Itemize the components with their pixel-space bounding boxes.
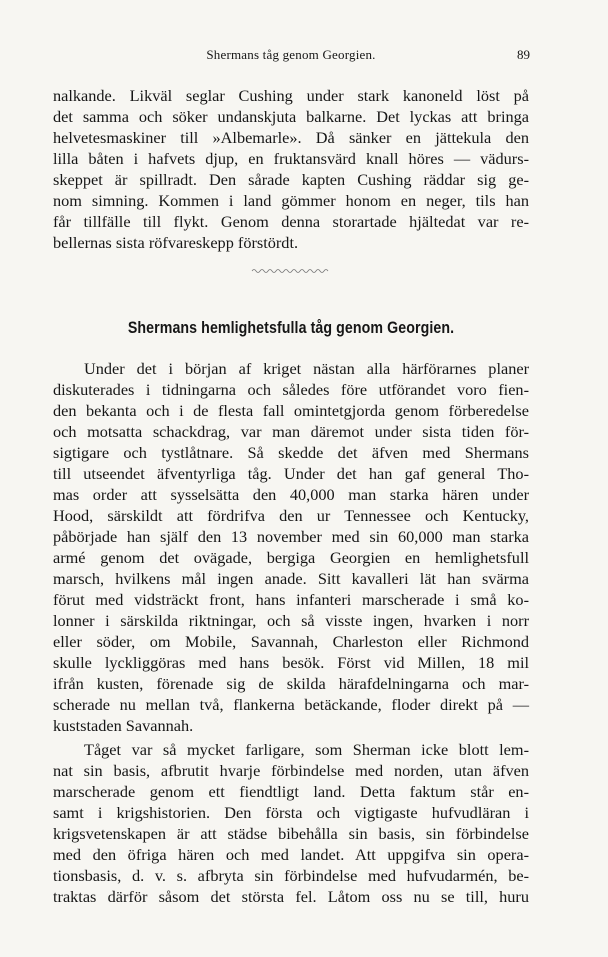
text-line: tionsbasis, d. v. s. afbryta sin förbindelse med hufvudarmén, be- <box>53 866 529 885</box>
text-line: och motsatta schackdrag, var man däremot under sista tiden för- <box>53 422 529 441</box>
text-line: lonner i särskilda riktningar, och så visste ingen, hvarken i norr <box>53 611 529 630</box>
text-line: Tåget var så mycket farligare, som Sherman icke blott lem- <box>84 740 529 759</box>
page-number: 89 <box>517 47 530 62</box>
text-line: eller söder, om Mobile, Savannah, Charleston eller Richmond <box>53 632 529 651</box>
text-line: traktas därför såsom det största fel. Låtom oss nu se till, huru <box>53 887 529 906</box>
running-head <box>52 47 530 67</box>
text-line: lilla båten i hafvets djup, en fruktansvärd knall höres — vädurs- <box>53 149 529 168</box>
text-line: det samma och söker undanskjuta balkarne. Det lyckas att bringa <box>53 107 529 126</box>
text-line: nom simning. Kommen i land gömmer honom en neger, tils han <box>53 191 529 210</box>
text-line: till utseendet äfventyrliga tåg. Under det han gaf general Tho- <box>53 464 529 483</box>
text-line: nat sin basis, afbrutit hvarje förbindelse med norden, utan äfven <box>53 761 529 780</box>
text-line: kuststaden Savannah. <box>53 716 194 735</box>
text-line: ifrån kusten, förenade sig de skilda härafdelningarna och mar- <box>53 674 529 693</box>
text-line: den bekanta och i de flesta fall omintetgjorda genom förberedelse <box>53 401 529 420</box>
text-line: armé genom det ovägade, bergiga Georgien en hemlighetsfull <box>53 548 529 567</box>
text-line: mas order att sysselsätta den 40,000 man starka hären under <box>53 485 529 504</box>
text-line: marscherade genom ett fiendtligt land. Detta faktum står en- <box>53 782 529 801</box>
text-line: påbörjade han själf den 13 november med sin 60,000 man starka <box>53 527 529 546</box>
text-line: scherade nu mellan två, flankerna betäckande, floder direkt på — <box>53 695 529 714</box>
wavy-divider-ornament <box>250 266 330 276</box>
text-line: skeppet är spillradt. Den sårade kapten Cushing räddar sig ge- <box>53 170 529 189</box>
text-line: marsch, hvilkens mål ingen anade. Sitt kavalleri lät han svärma <box>53 569 529 588</box>
text-line: förut med vidsträckt front, hans infanteri marscherade i små ko- <box>53 590 529 609</box>
text-line: diskuterades i tidningarna och således före utförandet voro fien- <box>53 380 529 399</box>
text-line: helvetesmaskiner till »Albemarle». Då sänker en jättekula den <box>53 128 529 147</box>
section-heading: Shermans hemlighetsfulla tåg genom Georgien. <box>127 319 455 337</box>
text-line: med den öfriga hären och med landet. Att uppgifva sin opera- <box>53 845 529 864</box>
text-line: får tillfälle till flykt. Genom denna storartade hjältedat var re- <box>53 212 529 231</box>
text-line: bellernas sista röfvareskepp förstördt. <box>53 233 299 252</box>
text-line: krigsvetenskapen är att städse bibehålla sin basis, sin förbindelse <box>53 824 529 843</box>
text-line: samt i krigshistorien. Den första och vigtigaste hufvudläran i <box>53 803 529 822</box>
text-line: Hood, särskildt att fördrifva den ur Tennessee och Kentucky, <box>53 506 529 525</box>
text-line: sigtigare och tystlåtnare. Så skedde det äfven med Shermans <box>53 443 529 462</box>
text-line: Under det i början af kriget nästan alla härförarnes planer <box>84 359 529 378</box>
text-line: nalkande. Likväl seglar Cushing under stark kanoneld löst på <box>53 86 529 105</box>
running-title: Shermans tåg genom Georgien. <box>206 47 376 62</box>
text-line: skulle lyckliggöras med hans besök. Först vid Millen, 18 mil <box>53 653 529 672</box>
